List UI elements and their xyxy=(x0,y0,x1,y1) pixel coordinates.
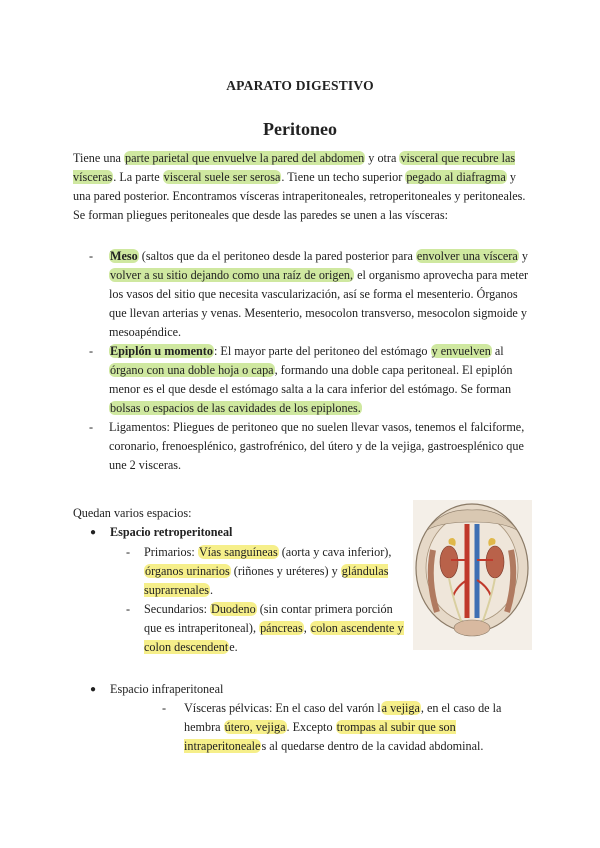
peritoneal-folds-list xyxy=(73,247,533,475)
highlight: bolsas o espacios de las cavidades de los epiplones. xyxy=(110,401,361,415)
highlight-term xyxy=(109,249,139,263)
text: . La parte xyxy=(113,170,163,184)
highlight: visceral suele ser serosa xyxy=(163,170,281,184)
text: , xyxy=(303,621,310,635)
highlight: colon ascendente y colon descendent xyxy=(144,621,404,654)
highlight: volver a su sitio dejando como una raíz de origen, xyxy=(110,268,354,282)
text: (aorta y cava inferior), xyxy=(278,545,392,559)
text: y xyxy=(518,249,528,263)
highlight: y envuelven xyxy=(431,344,491,358)
text: . Tiene un techo superior xyxy=(281,170,406,184)
highlight: a vejiga xyxy=(381,701,420,715)
highlight: trompas al subir que son intraperitoneale xyxy=(184,720,456,753)
peritoneal-cavity xyxy=(426,514,518,622)
text: . Excepto xyxy=(286,720,336,734)
highlight: pegado al diafragma xyxy=(406,170,506,184)
list-dash: - xyxy=(162,701,167,715)
highlight: envolver una víscera xyxy=(416,249,518,263)
list-item-meso xyxy=(73,247,533,342)
text: : El mayor parte del peritoneo del estómago xyxy=(213,344,431,358)
retroperitoneal-sublist xyxy=(122,543,412,657)
section-heading: Peritoneo xyxy=(263,119,337,139)
text: e. xyxy=(229,640,238,654)
list-item-pelvicas xyxy=(162,699,532,756)
list-dash: - xyxy=(126,602,131,616)
bullet-label: Espacio infraperitoneal xyxy=(110,682,224,696)
text: , en el caso de la hembra xyxy=(184,701,502,734)
spaces-intro: Quedan varios espacios: xyxy=(73,506,192,520)
list-item-secundarios xyxy=(122,600,412,657)
list-item-primarios xyxy=(122,543,412,600)
text: y otra xyxy=(365,151,400,165)
text: al xyxy=(491,344,504,358)
highlight-term xyxy=(109,344,214,358)
text: s al quedarse dentro de la cavidad abdominal. xyxy=(261,739,484,753)
bullet-label: Espacio retroperitoneal xyxy=(110,525,233,539)
text: Primarios: xyxy=(144,545,198,559)
intro-paragraph xyxy=(73,149,533,225)
text: Tiene una xyxy=(73,151,125,165)
list-dash: - xyxy=(89,249,94,263)
highlight: órgano con una doble hoja o capa xyxy=(110,363,274,377)
highlight: Duodeno xyxy=(211,602,256,616)
term: Epiplón u momento xyxy=(110,344,213,358)
text: Vísceras pélvicas: En el caso del varón l xyxy=(184,701,381,715)
text: el organismo aprovecha para meter los vasos del sitio que necesita vascularización, así se forma el mesenterio. Órganos que llevan arterias y venas. Mesenterio, mesocolon transverso, mesocolon sigmoide y mesoapéndice. xyxy=(109,268,529,339)
text: (sin contar primera porción que es intraperitoneal), xyxy=(144,602,393,635)
list-item-epiplon xyxy=(73,342,533,418)
highlight: páncreas xyxy=(260,621,303,635)
highlight: Vías sanguíneas xyxy=(198,545,278,559)
list-dash: - xyxy=(89,420,94,434)
text: . xyxy=(209,583,214,597)
highlight: útero, vejiga xyxy=(224,720,286,734)
text: Ligamentos: Pliegues de peritoneo que no suelen llevar vasos, tenemos el falciforme, coronario, frenoesplénico, gastrofrénico, del útero y de la vejiga, gastroesplénico que une 2 visceras. xyxy=(109,420,525,472)
document-title: APARATO DIGESTIVO xyxy=(226,78,374,93)
list-item-ligamentos xyxy=(73,418,533,475)
text: (riñones y uréteres) y xyxy=(230,564,341,578)
highlight: parte parietal que envuelve la pared del abdomen xyxy=(125,151,365,165)
text: , formando una doble capa peritoneal. El epiplón menor es el que desde el estómago salta a la cara inferior del estómago. Se forman xyxy=(109,363,513,396)
bullet-icon: ● xyxy=(90,527,97,538)
highlight: visceral que recubre las vísceras xyxy=(73,151,516,184)
right-kidney xyxy=(486,546,504,578)
highlight: órganos urinarios xyxy=(145,564,230,578)
term: Meso xyxy=(110,249,138,263)
list-dash: - xyxy=(89,344,94,358)
list-dash: - xyxy=(126,545,131,559)
text: y una pared posterior. Encontramos vísceras intraperitoneales, retroperitoneales y peritoneales. Se forman pliegues peritoneales que desde las paredes se unen a las vísceras: xyxy=(73,170,526,222)
bladder xyxy=(454,620,490,636)
text: (saltos que da el peritoneo desde la pared posterior para xyxy=(138,249,416,263)
bullet-icon: ● xyxy=(90,684,97,695)
infraperitoneal-sublist xyxy=(162,699,532,756)
retroperitoneum-anatomy-illustration xyxy=(413,500,532,650)
text: Secundarios: xyxy=(144,602,211,616)
left-kidney xyxy=(440,546,458,578)
highlight: glándulas suprarrenales xyxy=(144,564,389,597)
